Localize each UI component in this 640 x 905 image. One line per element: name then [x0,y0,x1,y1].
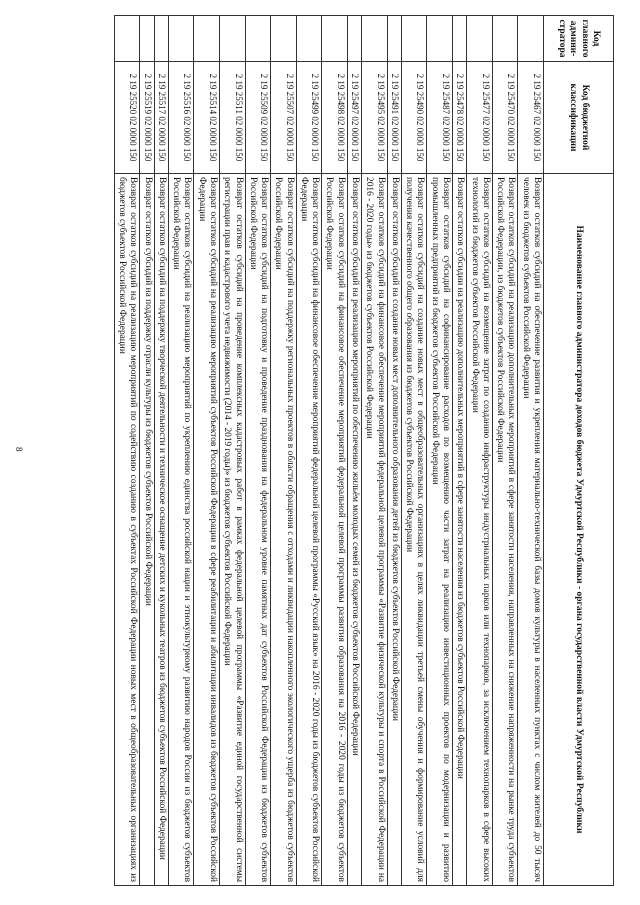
admin-code-cell [387,16,401,62]
table-row [322,16,348,886]
budget-code-cell: 2 19 25514 02 0000 150 [194,62,220,174]
table-row [154,16,168,886]
page-number: 8 [14,447,24,452]
income-name-cell: Возврат остатков субсидий на реализацию мероприятий по обеспечению жильём молодых семей из бюджетов субъектов Российской Федерации [347,174,361,886]
table-row [296,16,322,886]
income-name-cell: Возврат остатков субсидий на реализацию мероприятий субъектов Российской Федерации в сфере реабилитации и абилитации инвалидов из бюджетов субъектов Российской Федерации [194,174,220,886]
table-row [467,16,493,886]
income-name-cell: Возврат остатков субсидий на обеспечение развития и укрепления материально-технической базы домов культуры в населенных пунктах с числом жителей до 50 тысяч человек из бюджетов субъектов Российской Федерации [518,174,544,886]
admin-code-cell [245,16,271,62]
admin-code-cell [114,16,140,62]
admin-code-cell [296,16,322,62]
table-row [194,16,220,886]
revenue-administrators-table [114,15,614,886]
budget-code-cell: 2 19 25499 02 0000 150 [296,62,322,174]
table-row [492,16,518,886]
table-row [387,16,401,886]
income-name-cell: Возврат остатков субсидии на реализацию дополнительных мероприятий в сфере занятости населения из бюджетов субъектов Российской Федерации [453,174,467,886]
table-row [168,16,194,886]
table-row [114,16,140,886]
budget-code-cell: 2 19 25517 02 0000 150 [154,62,168,174]
table-row [245,16,271,886]
budget-code-cell: 2 19 25511 02 0000 150 [219,62,245,174]
budget-code-cell: 2 19 25470 02 0000 150 [492,62,518,174]
admin-code-cell [467,16,493,62]
rotated-table-container [64,15,614,885]
table-row [453,16,467,886]
admin-code-cell [271,16,297,62]
table-row [362,16,388,886]
income-name-cell: Возврат остатков субсидий на поддержку творческой деятельности и техническое оснащение детских и кукольных театров из бюджетов субъектов Российской Федерации [154,174,168,886]
income-name-cell: Возврат остатков субсидий на финансовое обеспечение мероприятий федеральной целевой программы «Русский язык» на 2016 - 2020 годы из бюджетов субъектов Российской Федерации [296,174,322,886]
admin-code-cell [194,16,220,62]
table-row [518,16,544,886]
budget-code-cell: 2 19 25477 02 0000 150 [467,62,493,174]
income-name-cell: Возврат остатков субсидий на поддержку отрасли культуры из бюджетов субъектов Российской Федерации [140,174,154,886]
budget-code-cell: 2 19 25507 02 0000 150 [271,62,297,174]
income-name-cell: Возврат остатков субсидий на возмещение затрат по созданию инфраструктуры индустриальных парков или технопарков, за исключением технопарков в сфере высоких технологий из бюджетов субъектов Российской Федерации [467,174,493,886]
table-row [347,16,361,886]
header-administrator-name: Наименование главного администратора доходов бюджета Удмуртской Республики - органа государственной власти Удмуртской Республики [544,174,614,886]
header-budget-code: Код бюджетной классификации [544,62,614,174]
header-admin-code: Код главного админи-стратора [544,16,614,62]
budget-code-cell: 2 19 25495 02 0000 150 [362,62,388,174]
table-row [427,16,453,886]
admin-code-cell [154,16,168,62]
admin-code-cell [168,16,194,62]
admin-code-cell [453,16,467,62]
admin-code-cell [219,16,245,62]
income-name-cell: Возврат остатков субсидий на финансовое обеспечение мероприятий федеральной целевой программы «Развитие физической культуры и спорта в Российской Федерации на 2016 - 2020 годы» из бюджетов субъектов Российской Федерации [362,174,388,886]
income-name-cell: Возврат остатков субсидий на реализацию мероприятий по содействию созданию в субъектах Российской Федерации новых мест в общеобразовательных организациях из бюджетов субъектов Российской Федерации [114,174,140,886]
admin-code-cell [347,16,361,62]
table-row [401,16,427,886]
admin-code-cell [401,16,427,62]
budget-code-cell: 2 19 25490 02 0000 150 [401,62,427,174]
budget-code-cell: 2 19 25509 02 0000 150 [245,62,271,174]
income-name-cell: Возврат остатков субсидий на создание новых мест дополнительного образования детей из бюджетов субъектов Российской Федерации [387,174,401,886]
budget-code-cell: 2 19 25516 02 0000 150 [168,62,194,174]
budget-code-cell: 2 19 25497 02 0000 150 [347,62,361,174]
table-body [114,16,543,886]
income-name-cell: Возврат остатков субсидий на подготовку и проведение празднования на федеральном уровне памятных дат субъектов Российской Федерации из бюджетов субъектов Российской Федерации [245,174,271,886]
income-name-cell: Возврат остатков субсидий на создание новых мест в общеобразовательных организациях в целях ликвидации третьей смены обучения и формирование условий для получения качественного общего образования из бюджетов субъектов Российской Федерации [401,174,427,886]
income-name-cell: Возврат остатков субсидий на реализацию мероприятий по укреплению единства российской нации и этнокультурному развитию народов России из бюджетов субъектов Российской Федерации [168,174,194,886]
budget-code-cell: 2 19 25467 02 0000 150 [518,62,544,174]
budget-code-cell: 2 19 25478 02 0000 150 [453,62,467,174]
table-row [271,16,297,886]
admin-code-cell [140,16,154,62]
budget-code-cell: 2 19 25491 02 0000 150 [387,62,401,174]
table-row [219,16,245,886]
document-table-wrapper [64,15,614,885]
income-name-cell: Возврат остатков субсидий на финансовое обеспечение мероприятий федеральной целевой программы развития образования на 2016 - 2020 годы из бюджетов субъектов Российской Федерации [322,174,348,886]
admin-code-cell [427,16,453,62]
admin-code-cell [518,16,544,62]
budget-code-cell: 2 19 25520 02 0000 150 [114,62,140,174]
income-name-cell: Возврат остатков субсидий на софинансирование расходов по возмещению части затрат на реализацию инвестиционных проектов по модернизации и развитию промышленных предприятий из бюджетов субъектов Российской Федерации [427,174,453,886]
admin-code-cell [362,16,388,62]
income-name-cell: Возврат остатков субсидий на проведение комплексных кадастровых работ в рамках федеральной целевой программы «Развитие единой государственной системы регистрации прав и кадастрового учета недвижимости (2014 - 2019 годы)» из бюджетов субъектов Российской Федерации [219,174,245,886]
income-name-cell: Возврат остатков субсидий на реализацию дополнительных мероприятий в сфере занятости населения, направленных на снижение напряженности на рынке труда субъектов Российской Федерации, из бюджетов субъектов Российской Федерации [492,174,518,886]
budget-code-cell: 2 19 25519 02 0000 150 [140,62,154,174]
table-header-row [544,16,614,886]
income-name-cell: Возврат остатков субсидий на поддержку региональных проектов в области обращения с отходами и ликвидации накопленного экологического ущерба из бюджетов субъектов Российской Федерации [271,174,297,886]
table-row [140,16,154,886]
admin-code-cell [322,16,348,62]
budget-code-cell: 2 19 25498 02 0000 150 [322,62,348,174]
admin-code-cell [492,16,518,62]
budget-code-cell: 2 19 25487 02 0000 150 [427,62,453,174]
